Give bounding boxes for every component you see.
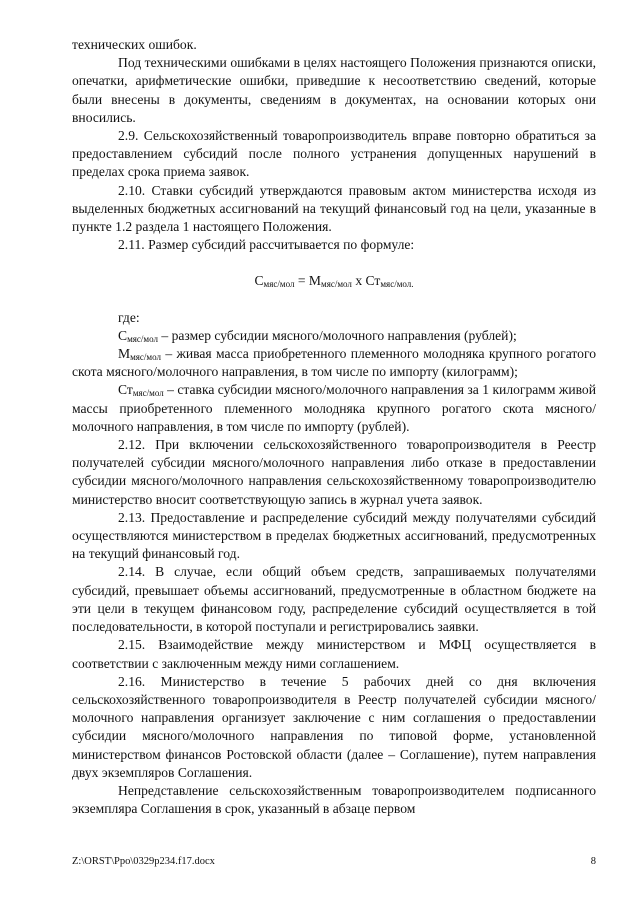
formula-c: С [254,273,264,289]
paragraph-non-submission: Непредставление сельскохозяйственным товаропроизводителем подписанного экземпляра Соглашения в срок, указанный в абзаце первом [72,782,596,817]
definition-st-sub: мяс/мол [132,388,164,399]
paragraph-2-16: 2.16. Министерство в течение 5 рабочих дней со дня включения сельскохозяйственного товаропроизводителя в Реестр получателей субсидии мясного/молочного направления организует заключение с ним соглашения о предоставлении субсидии мясного/молочного направления по типовой форме, установленной министерством финансов Ростовской области (далее – Соглашение), путем направления двух экземпляров Соглашения. [72,673,596,780]
definition-m-sub: мяс/мол [130,352,161,363]
paragraph-2-11: 2.11. Размер субсидий рассчитывается по формуле: [118,237,415,253]
paragraph-continuation: технических ошибок. [72,37,197,52]
where-label: где: [118,309,140,325]
definition-c [72,327,596,345]
page-number: 8 [590,856,596,867]
formula-st: Ст [365,273,381,289]
paragraph-2-15: 2.15. Взаимодействие между министерством и МФЦ осуществляется в соответствии с заключенным между ними соглашением. [72,637,596,671]
definition-st [72,381,596,436]
paragraph-2-13: 2.13. Предоставление и распределение субсидий между получателями субсидий осуществляются министерством в пределах бюджетных ассигнований, предусмотренных на текущий финансовый год. [72,509,596,562]
formula-m: М [308,273,322,289]
formula-eq: = [294,273,309,289]
definition-m [72,345,596,381]
document-page [72,36,596,818]
paragraph-2-10: 2.10. Ставки субсидий утверждаются правовым актом министерства исходя из выделенных бюджетных ассигнований на текущий финансовый год на цели, указанные в пункте 1.2 раздела 1 настоящего Положения. [72,182,596,235]
definition-m-text: – живая масса приобретенного племенного молодняка крупного рогатого скота мясного/молочного направления, в том числе по импорту (килограмм); [72,346,596,380]
definition-c-symbol: С [118,327,128,343]
file-path: Z:\ORST\Ppo\0329p234.f17.docx [72,856,215,867]
paragraph-2-14: 2.14. В случае, если общий объем средств, запрашиваемых получателями субсидий, превышает объемы ассигнований, предусмотренные в областном бюджете на эти цели в текущем финансовом году, распределение субсидий осуществляется в той последовательности, в которой поступали и регистрировались заявки. [72,564,596,635]
formula-m-sub: мяс/мол [321,279,352,290]
paragraph-technical-errors: Под техническими ошибками в целях настоящего Положения признаются описки, опечатки, арифметические ошибки, приведшие к несоответствию сведений, которые были внесены в документы, сведениям в документах, на основании которых они вносились. [72,55,596,125]
definition-c-text: – размер субсидии мясного/молочного направления (рублей); [157,327,517,343]
formula-x: х [351,273,366,289]
definition-c-sub: мяс/мол [127,333,158,344]
formula-st-sub: мяс/мол. [380,279,414,290]
definition-m-symbol: М [118,346,131,362]
formula-c-sub: мяс/мол [263,279,295,290]
definition-st-text: – ставка субсидии мясного/молочного направления за 1 килограмм живой массы приобретенного племенного молодняка крупного рогатого скота мясного/молочного направления, в том числе по импорту (рублей). [72,382,596,434]
definition-st-symbol: Ст [118,382,133,398]
paragraph-2-12: 2.12. При включении сельскохозяйственного товаропроизводителя в Реестр получателей субсидии мясного/молочного направления либо отказе в предоставлении субсидии мясного/молочного направления сельскохозяйственному товаропроизводителю министерство вносит соответствующую запись в журнал учета заявок. [72,437,596,507]
subsidy-formula [72,272,596,290]
paragraph-2-9: 2.9. Сельскохозяйственный товаропроизводитель вправе повторно обратиться за предоставлением субсидий после полного устранения допущенных нарушений в пределах срока приема заявок. [72,128,596,180]
